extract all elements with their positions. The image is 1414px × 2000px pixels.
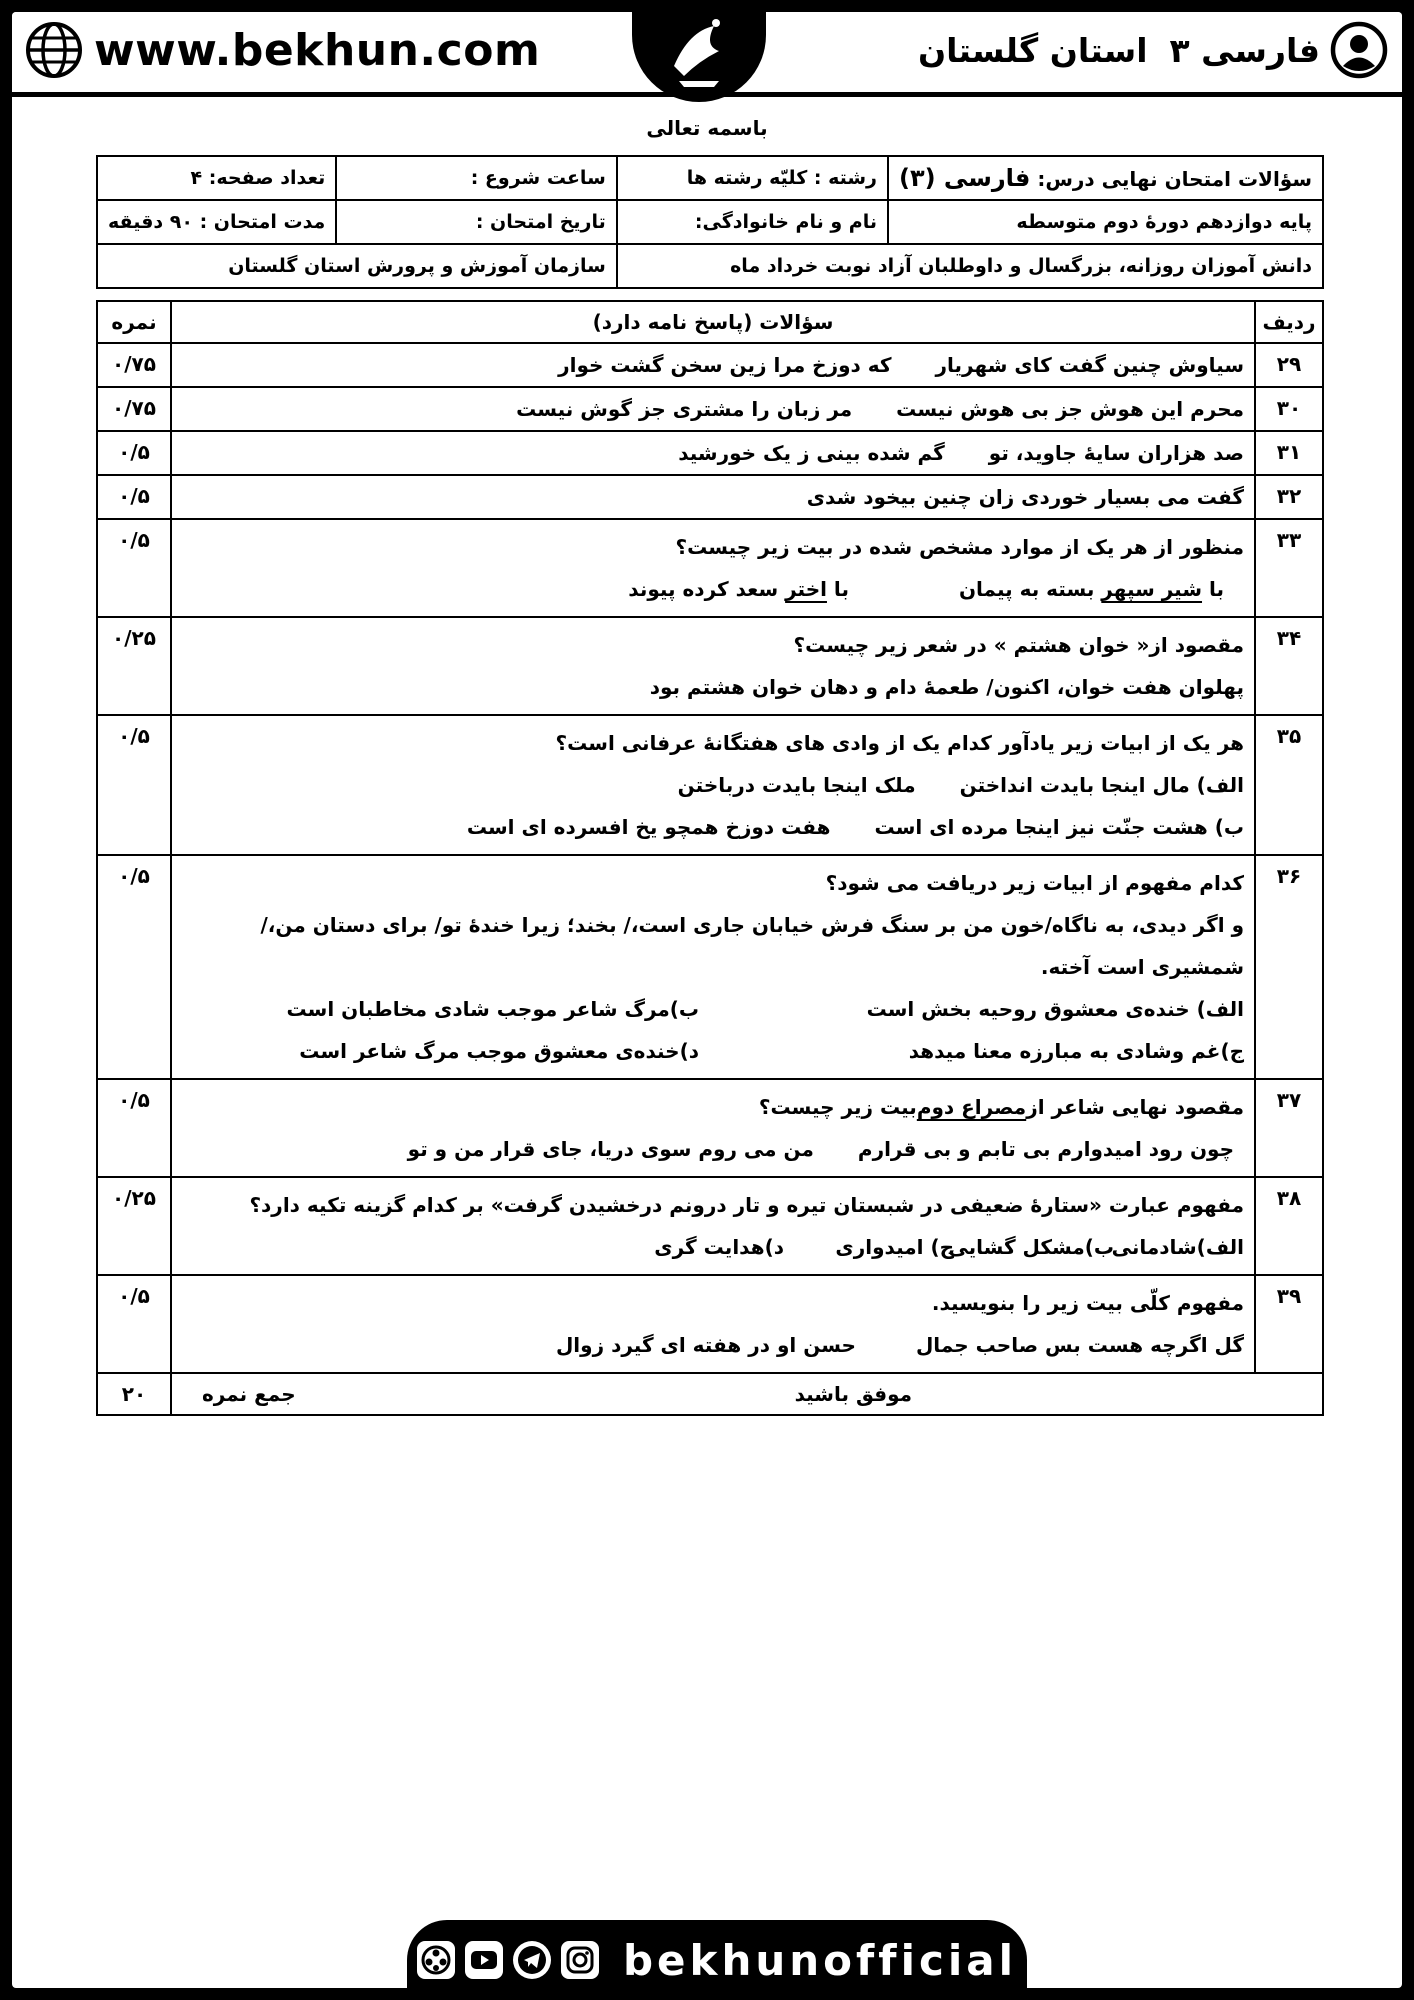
hemistich-1: سیاوش چنین گفت کای شهریار [935, 353, 1244, 377]
question-score: ۰/۵ [97, 715, 171, 855]
question-row [97, 475, 1323, 519]
question-number: ۳۲ [1255, 475, 1323, 519]
option-a: الف)شادمانی [1111, 1235, 1244, 1259]
hemistich-2: گم شده بینی ز یک خورشید [678, 441, 945, 465]
option-d: د)خنده‌ی معشوق موجب مرگ شاعر است [299, 1039, 699, 1063]
total-row [97, 1373, 1323, 1415]
header-row-number: ردیف [1255, 301, 1323, 343]
hemistich-1: گل اگرچه هست بس صاحب جمال [915, 1333, 1244, 1357]
question-number: ۳۸ [1255, 1177, 1323, 1275]
option-b: ب)مرگ شاعر موجب شادی مخاطبان است [286, 997, 699, 1021]
question-row [97, 387, 1323, 431]
top-banner [12, 12, 1402, 97]
good-luck: موفق باشید [794, 1382, 912, 1406]
hemistich-2: با اختر سعد کرده پیوند [628, 577, 849, 601]
question-row [97, 1079, 1323, 1177]
header-score: نمره [97, 301, 171, 343]
student-name: نام و نام خانوادگی: [617, 200, 888, 244]
question-row [97, 1177, 1323, 1275]
verse-a-hemistich-1: الف) مال اینجا بایدت انداختن [959, 773, 1244, 797]
question-number: ۳۳ [1255, 519, 1323, 617]
social-handle[interactable]: bekhunofficial [622, 1935, 1017, 1985]
total-score: ۲۰ [97, 1373, 171, 1415]
question-number: ۳۶ [1255, 855, 1323, 1079]
option-d: د)هدایت گری [654, 1235, 784, 1259]
start-time: ساعت شروع : [336, 156, 616, 200]
bismillah: باسمه تعالی [646, 116, 768, 140]
question-number: ۳۷ [1255, 1079, 1323, 1177]
question-prompt: منظور از هر یک از موارد مشخص شده در بیت زیر چیست؟ [675, 535, 1244, 559]
hemistich-2: من می روم سوی دریا، جای قرار من و تو [407, 1137, 814, 1161]
question-row [97, 715, 1323, 855]
verse-b-hemistich-2: هفت دوزخ همچو یخ افسرده ای است [466, 815, 831, 839]
aparat-icon[interactable] [417, 1941, 455, 1979]
grade: پایه دوازدهم دورۀ دوم متوسطه [888, 200, 1323, 244]
total-label: جمع نمره [202, 1382, 296, 1406]
question-prompt: مفهوم عبارت «ستارۀ ضعیفی در شبستان تیره و تار درونم درخشیدن گرفت» بر کدام گزینه تکیه دارد؟ [249, 1193, 1244, 1217]
question-score: ۰/۲۵ [97, 1177, 171, 1275]
option-c: ج) امیدواری [835, 1235, 954, 1259]
hemistich-1: صد هزاران سایۀ جاوید، تو [988, 441, 1244, 465]
verse-a-hemistich-2: ملک اینجا بایدت درباختن [677, 773, 916, 797]
question-number: ۳۰ [1255, 387, 1323, 431]
question-row [97, 519, 1323, 617]
question-score: ۰/۵ [97, 431, 171, 475]
header-questions: سؤالات (پاسخ نامه دارد) [171, 301, 1255, 343]
exam-page [12, 12, 1402, 1988]
poem-line: پهلوان هفت خوان، اکنون/ طعمۀ دام و دهان خوان هشتم بود [649, 675, 1244, 699]
logo-mark [654, 12, 744, 91]
poem-text: و اگر دیدی، به ناگاه/خون من بر سنگ فرش خیابان جاری است،/ بخند؛ زیرا خندۀ تو/ برای دستان من،/ شمشیری است آخته. [260, 913, 1244, 979]
option-b: ب)مشکل گشایی [948, 1235, 1114, 1259]
organization: سازمان آموزش و پرورش استان گلستان [97, 244, 617, 288]
option-c: ج)غم وشادی به مبارزه معنا میدهد [908, 1039, 1244, 1063]
question-score: ۰/۵ [97, 475, 171, 519]
question-score: ۰/۵ [97, 855, 171, 1079]
question-number: ۳۵ [1255, 715, 1323, 855]
hemistich-1: محرم این هوش جز بی هوش نیست [896, 397, 1244, 421]
exam-duration: مدت امتحان : ۹۰ دقیقه [97, 200, 336, 244]
field: رشته : کلیّه رشته ها [617, 156, 888, 200]
question-score: ۰/۷۵ [97, 387, 171, 431]
social-footer [407, 1920, 1027, 1988]
verse-b-hemistich-1: ب) هشت جنّت نیز اینجا مرده ای است [874, 815, 1244, 839]
province-title: استان گلستان [917, 30, 1148, 70]
question-row [97, 617, 1323, 715]
hemistich-2: که دوزخ مرا زین سخن گشت خوار [558, 353, 892, 377]
exam-title: سؤالات امتحان نهایی درس: فارسی (۳) [888, 156, 1323, 200]
hemistich-2: مر زبان را مشتری جز گوش نیست [516, 397, 853, 421]
title-box [918, 22, 1388, 78]
question-score: ۰/۵ [97, 1079, 171, 1177]
question-score: ۰/۲۵ [97, 617, 171, 715]
exam-date: تاریخ امتحان : [336, 200, 616, 244]
question-number: ۳۱ [1255, 431, 1323, 475]
table-header-row [97, 301, 1323, 343]
instagram-icon[interactable] [561, 1941, 599, 1979]
students-description: دانش آموزان روزانه، بزرگسال و داوطلبان آزاد نوبت خرداد ماه [617, 244, 1323, 288]
page-count: تعداد صفحه: ۴ [97, 156, 336, 200]
site-link[interactable] [26, 22, 540, 78]
verse: گفت می بسیار خوردی زان چنین بیخود شدی [806, 485, 1244, 509]
exam-info-table [96, 155, 1324, 289]
questions-table [96, 300, 1324, 1416]
question-number: ۳۴ [1255, 617, 1323, 715]
option-a: الف) خنده‌ی معشوق روحیه بخش است [866, 997, 1244, 1021]
telegram-icon[interactable] [513, 1941, 551, 1979]
question-prompt: مقصود از« خوان هشتم » در شعر زیر چیست؟ [793, 633, 1244, 657]
question-prompt: مقصود نهایی شاعر از مصراع دوم بیت زیر چیست؟ [758, 1095, 1244, 1119]
question-number: ۳۹ [1255, 1275, 1323, 1373]
question-number: ۲۹ [1255, 343, 1323, 387]
hemistich-1: چون رود امیدوارم بی تابم و بی قرارم [857, 1137, 1234, 1161]
logo [632, 12, 766, 102]
hemistich-2: حسن او در هفته ای گیرد زوال [555, 1333, 856, 1357]
question-prompt: هر یک از ابیات زیر یادآور کدام یک از وادی های هفتگانۀ عرفانی است؟ [555, 731, 1244, 755]
globe-icon [26, 22, 82, 78]
question-row [97, 855, 1323, 1079]
question-row [97, 343, 1323, 387]
question-score: ۰/۷۵ [97, 343, 171, 387]
question-prompt: مفهوم کلّی بیت زیر را بنویسید. [931, 1291, 1244, 1315]
user-icon [1330, 21, 1388, 79]
question-score: ۰/۵ [97, 519, 171, 617]
question-score: ۰/۵ [97, 1275, 171, 1373]
site-url[interactable]: www.bekhun.com [94, 24, 541, 76]
subject-title: فارسی ۳ [1169, 30, 1320, 70]
question-row [97, 1275, 1323, 1373]
hemistich-1: با شیر سپهر بسته به پیمان [958, 577, 1224, 601]
question-row [97, 431, 1323, 475]
youtube-icon[interactable] [465, 1941, 503, 1979]
question-prompt: کدام مفهوم از ابیات زیر دریافت می شود؟ [825, 871, 1244, 895]
